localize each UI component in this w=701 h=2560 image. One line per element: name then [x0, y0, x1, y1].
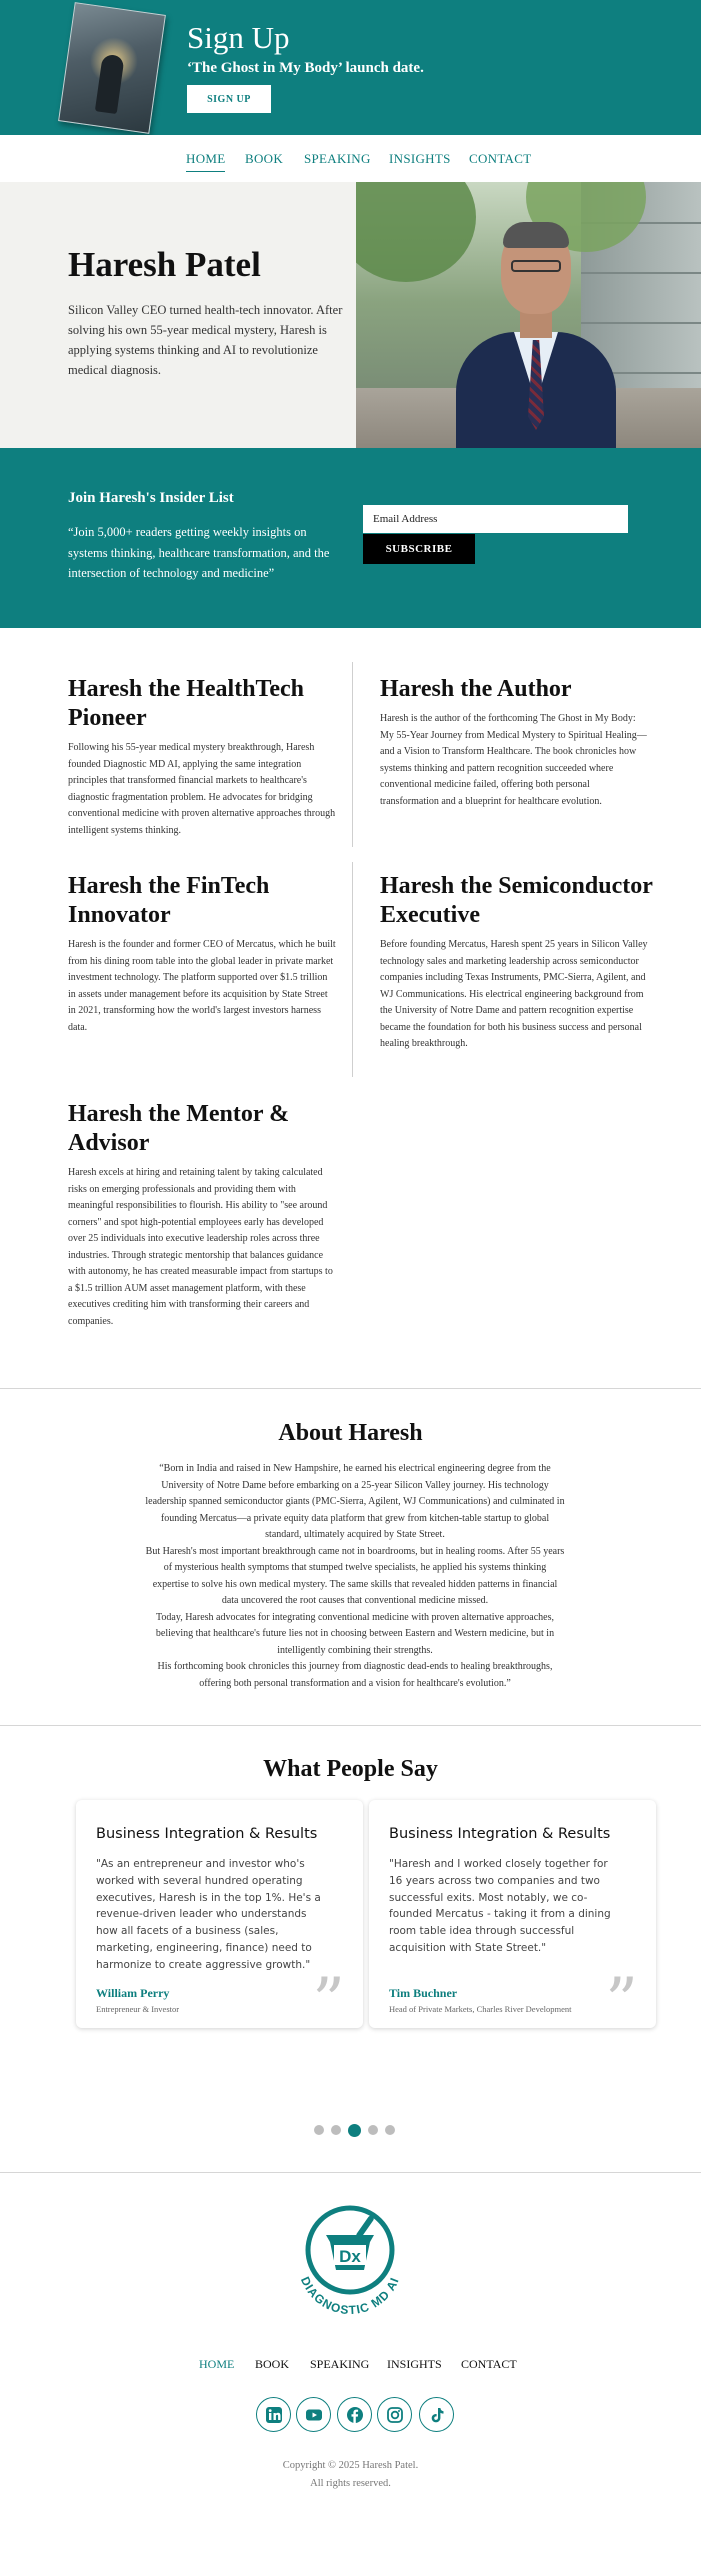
- insider-title: Join Haresh's Insider List: [68, 490, 234, 506]
- copyright-line: All rights reserved.: [310, 2477, 391, 2489]
- subscribe-button[interactable]: SUBSCRIBE: [363, 534, 475, 564]
- testimonial-author: Tim Buchner: [389, 1986, 458, 2000]
- footer-nav-insights[interactable]: INSIGHTS: [387, 2357, 442, 2371]
- testimonial-heading: Business Integration & Results: [96, 1826, 318, 1842]
- testimonial-card: [369, 1800, 656, 2039]
- section-divider: [0, 1725, 701, 1726]
- hero-portrait-photo: [356, 182, 701, 448]
- carousel-dot-2[interactable]: [331, 2125, 341, 2135]
- book-cover-image[interactable]: [58, 2, 166, 134]
- role-title-healthtech: Haresh the HealthTech Pioneer: [68, 676, 305, 731]
- role-title-fintech: Haresh the FinTech Innovator: [68, 873, 270, 928]
- section-divider: [0, 2172, 701, 2173]
- diagnostic-md-ai-logo[interactable]: [280, 2200, 420, 2320]
- nav-book[interactable]: BOOK: [245, 151, 284, 166]
- facebook-icon[interactable]: [337, 2397, 372, 2432]
- hero-description: Silicon Valley CEO turned health-tech innovator. After solving his own 55-year medical mystery, Haresh is applying systems thinking and AI to revolutionize medical diagnosis.: [68, 303, 343, 377]
- about-paragraph: “Born in India and raised in New Hampshire, he earned his electrical engineering degree from the University of Notre Dame before embarking on a 25-year Silicon Valley journey. His technology leadership spanned semiconductor giants (PMC-Sierra, Agilent, WJ Communications) and culminated in founding Mercatus—a private equity data platform that grew from kitchen-table startup to global standard, ultimately acquired by State Street.: [145, 1463, 565, 1540]
- footer-nav-speaking[interactable]: SPEAKING: [310, 2357, 370, 2371]
- footer-nav-home[interactable]: HOME: [199, 2357, 235, 2371]
- testimonial-author: William Perry: [96, 1986, 170, 2000]
- testimonial-author-role: Head of Private Markets, Charles River Development: [389, 2004, 572, 2014]
- tiktok-icon[interactable]: [419, 2397, 454, 2432]
- hero-name: Haresh Patel: [68, 245, 261, 284]
- testimonials-title: What People Say: [263, 1756, 438, 1782]
- carousel-dot-5[interactable]: [385, 2125, 395, 2135]
- footer-nav-contact[interactable]: CONTACT: [461, 2357, 517, 2371]
- quote-mark-icon: ”: [605, 1965, 638, 2039]
- youtube-icon[interactable]: [296, 2397, 331, 2432]
- column-divider: [352, 862, 353, 1077]
- about-paragraph: Today, Haresh advocates for integrating conventional medicine with proven alternative approaches, believing that healthcare's future lies not in choosing between Eastern and Western medicine, but in intelligently combining their strengths.: [155, 1611, 555, 1656]
- testimonial-author-role: Entrepreneur & Investor: [96, 2004, 180, 2014]
- copyright-line: Copyright © 2025 Haresh Patel.: [282, 2460, 419, 2471]
- quote-mark-icon: ”: [312, 1965, 345, 2039]
- about-title: About Haresh: [278, 1420, 423, 1446]
- column-divider: [352, 662, 353, 847]
- logo-text: DIAGNOSTIC MD AI: [297, 2274, 402, 2318]
- testimonial-heading: Business Integration & Results: [389, 1826, 611, 1842]
- nav-home[interactable]: HOME: [186, 151, 225, 172]
- nav-speaking[interactable]: SPEAKING: [304, 151, 371, 166]
- logo-initials: Dx: [339, 2247, 361, 2266]
- email-input[interactable]: [363, 505, 628, 533]
- about-paragraph: His forthcoming book chronicles this journey from diagnostic dead-ends to healing breakthroughs, offering both personal transformation and a vision for healthcare's evolution.”: [157, 1661, 553, 1689]
- copyright: [0, 2457, 701, 2493]
- testimonial-quote: "Haresh and I worked closely together for 16 years across two companies and two successful exits. Most notably, we co-founded Mercatus - taking it from a dining room table idea through successful acquisition with State Street.": [389, 1858, 611, 1954]
- nav-contact[interactable]: CONTACT: [469, 151, 532, 166]
- nav-insights[interactable]: INSIGHTS: [389, 151, 451, 166]
- about-paragraph: But Haresh's most important breakthrough came not in boardrooms, but in healing rooms. After 55 years of mysterious health symptoms that stumped twelve specialists, he applied his systems thinking expertise to solve his own medical mystery. The same skills that revealed hidden patterns in financial data uncovered the root causes that conventional medicine missed.: [145, 1545, 565, 1606]
- carousel-dot-1[interactable]: [314, 2125, 324, 2135]
- main-nav: [0, 135, 701, 182]
- section-divider: [0, 1388, 701, 1389]
- role-body-healthtech: Following his 55-year medical mystery breakthrough, Haresh founded Diagnostic MD AI, applying the same integration principles that transformed financial markets to healthcare's diagnostic fragmentation problem. He advocates for bridging conventional medicine with proven alternative approaches through intelligent systems thinking.: [68, 742, 336, 836]
- role-body-mentor: Haresh excels at hiring and retaining talent by taking calculated risks on emerging professionals and providing them with meaningful responsibilities to flourish. His ability to "see around corners" and spot high-potential employees early has developed over 25 individuals into executive leadership roles across three industries. Through strategic mentorship that balances guidance with autonomy, he has created measurable impact from startups to a $1.5 trillion AUM asset management platform, with these executives crediting him with transforming their careers and companies.: [68, 1167, 333, 1327]
- role-body-author: Haresh is the author of the forthcoming The Ghost in My Body: My 55-Year Journey from Medical Mystery to Spiritual Healing—and a Vision to Transform Healthcare. The book chronicles how systems thinking and pattern recognition succeeded where conventional medicine failed, offering both personal transformation and a blueprint for healthcare evolution.: [380, 713, 647, 807]
- insider-quote: “Join 5,000+ readers getting weekly insights on systems thinking, healthcare transformation, and the intersection of technology and medicine”: [68, 525, 330, 581]
- carousel-dot-4[interactable]: [368, 2125, 378, 2135]
- role-body-semiconductor: Before founding Mercatus, Haresh spent 25 years in Silicon Valley technology sales and marketing leadership across semiconductor companies including Texas Instruments, PMC-Sierra, Agilent, and WJ Communications. His electrical engineering background from the University of Notre Dame and pattern recognition expertise became the foundation for both his business success and personal healing breakthrough.: [380, 939, 648, 1049]
- signup-title: Sign Up: [187, 20, 290, 55]
- svg-text:DIAGNOSTIC MD AI: [298, 2275, 402, 2318]
- instagram-icon[interactable]: [377, 2397, 412, 2432]
- footer-nav-book[interactable]: BOOK: [255, 2357, 290, 2371]
- signup-button[interactable]: SIGN UP: [187, 85, 271, 113]
- role-title-mentor: Haresh the Mentor & Advisor: [68, 1101, 290, 1156]
- about-body: [145, 1461, 565, 1692]
- role-title-author: Haresh the Author: [380, 676, 572, 702]
- linkedin-icon[interactable]: [256, 2397, 291, 2432]
- role-title-semiconductor: Haresh the Semiconductor Executive: [380, 873, 653, 928]
- testimonial-quote: "As an entrepreneur and investor who's worked with several hundred operating executives, Haresh is in the top 1%. He's a revenue-driven leader who understands how all facets of a business (sales, marketing, engineering, finance) need to harmonize to create aggressive growth.": [96, 1858, 321, 1971]
- carousel-dot-3[interactable]: [348, 2124, 361, 2137]
- role-body-fintech: Haresh is the founder and former CEO of Mercatus, which he built from his dining room table into the global leader in private market investment technology. The platform supported over $1.5 trillion in assets under management before its acquisition by State Street in 2021, transforming how the world's largest investors harness data.: [68, 939, 336, 1033]
- signup-subtitle: ‘The Ghost in My Body’ launch date.: [187, 60, 424, 76]
- testimonial-card: [76, 1800, 363, 2039]
